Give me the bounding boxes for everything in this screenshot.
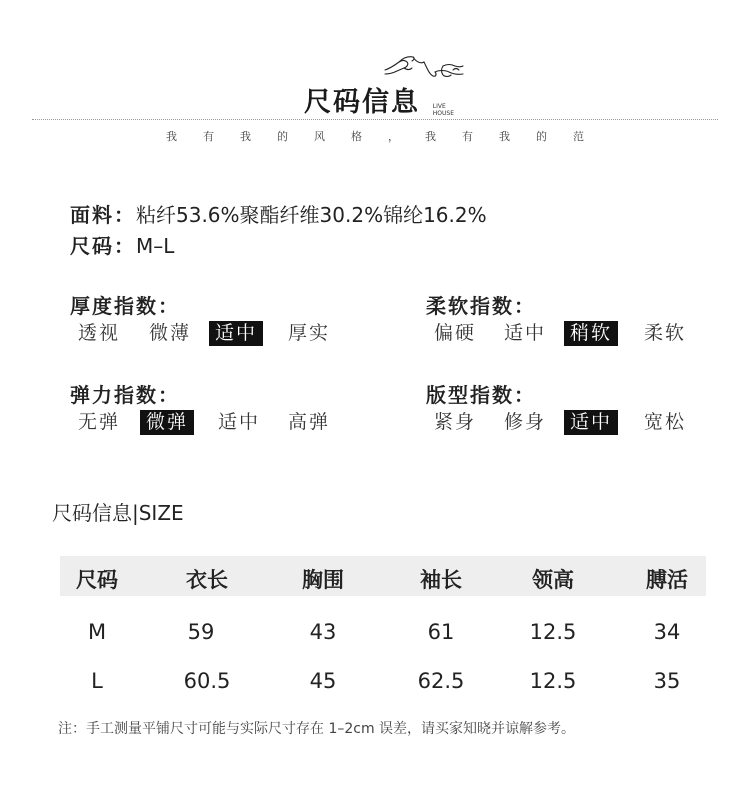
fit-option-selected: 适中 [564, 410, 618, 435]
softness-title: 柔软指数： [426, 294, 536, 318]
table-cell: 35 [653, 669, 681, 693]
fit-title: 版型指数： [426, 383, 536, 407]
softness-option: 适中 [504, 322, 547, 344]
slogan-char: 格 [351, 130, 362, 143]
column-header: 尺码 [76, 568, 118, 592]
slogan-char: 的 [277, 130, 288, 143]
table-row [60, 669, 706, 697]
elasticity-option: 无弹 [78, 411, 121, 433]
slogan-char: 有 [462, 130, 473, 143]
fabric-label: 面料： [70, 203, 136, 227]
softness-option-selected: 稍软 [564, 321, 618, 346]
elasticity-option-selected: 微弹 [140, 410, 194, 435]
table-cell: 45 [309, 669, 337, 693]
fit-options [428, 410, 718, 436]
elasticity-options [72, 410, 362, 436]
table-cell: 12.5 [529, 620, 577, 644]
measurement-note: 注：手工测量平铺尺寸可能与实际尺寸存在 1–2cm 误差，请买家知晓并谅解参考。 [58, 721, 576, 737]
elasticity-option: 高弹 [288, 411, 331, 433]
page-title-text: 尺码信息 [304, 87, 420, 118]
table-cell: 59 [187, 620, 215, 644]
table-cell: 43 [309, 620, 337, 644]
column-header: 胸围 [302, 568, 344, 592]
size-table-header [60, 556, 706, 596]
table-cell: M [87, 620, 107, 644]
table-cell: 12.5 [529, 669, 577, 693]
elasticity-option: 适中 [218, 411, 261, 433]
elasticity-title: 弹力指数： [70, 383, 180, 407]
softness-option: 柔软 [644, 322, 687, 344]
slogan-char: 范 [573, 130, 584, 143]
fabric-line [70, 199, 487, 228]
logo-text-line1: LIVE [432, 103, 446, 110]
table-cell: L [91, 669, 103, 693]
fabric-value: 粘纤53.6%聚酯纤维30.2%锦纶16.2% [136, 203, 487, 227]
table-cell: 34 [653, 620, 681, 644]
thickness-option: 微薄 [149, 322, 192, 344]
fit-option: 紧身 [434, 411, 477, 433]
thickness-title: 厚度指数： [70, 294, 180, 318]
thickness-option-selected: 适中 [209, 321, 263, 346]
softness-options [428, 321, 718, 347]
slogan-char: 风 [314, 130, 325, 143]
dotted-divider [32, 119, 718, 120]
slogan [0, 128, 750, 144]
thickness-option: 厚实 [288, 322, 331, 344]
slogan-char: 我 [499, 130, 510, 143]
size-range-label: 尺码： [70, 234, 136, 258]
table-row [60, 620, 706, 648]
slogan-char: ， [388, 130, 399, 143]
column-header: 衣长 [186, 568, 228, 592]
fit-option: 宽松 [644, 411, 687, 433]
size-range-line [70, 230, 174, 259]
column-header: 膊活 [646, 568, 688, 592]
page-title [0, 80, 750, 119]
thickness-option: 透视 [78, 322, 121, 344]
column-header: 袖长 [420, 568, 462, 592]
slogan-char: 我 [425, 130, 436, 143]
table-cell: 61 [427, 620, 455, 644]
thickness-options [72, 321, 362, 347]
size-table-heading: 尺码信息|SIZE [52, 501, 184, 525]
table-cell: 60.5 [183, 669, 231, 693]
slogan-char: 我 [166, 130, 177, 143]
size-range-value: M–L [136, 234, 175, 258]
softness-option: 偏硬 [434, 322, 477, 344]
slogan-char: 的 [536, 130, 547, 143]
slogan-char: 我 [240, 130, 251, 143]
table-cell: 62.5 [417, 669, 465, 693]
logo-text-line2: HOUSE [432, 110, 454, 117]
fit-option: 修身 [504, 411, 547, 433]
logo-text [433, 103, 454, 117]
column-header: 领高 [532, 568, 574, 592]
slogan-char: 有 [203, 130, 214, 143]
